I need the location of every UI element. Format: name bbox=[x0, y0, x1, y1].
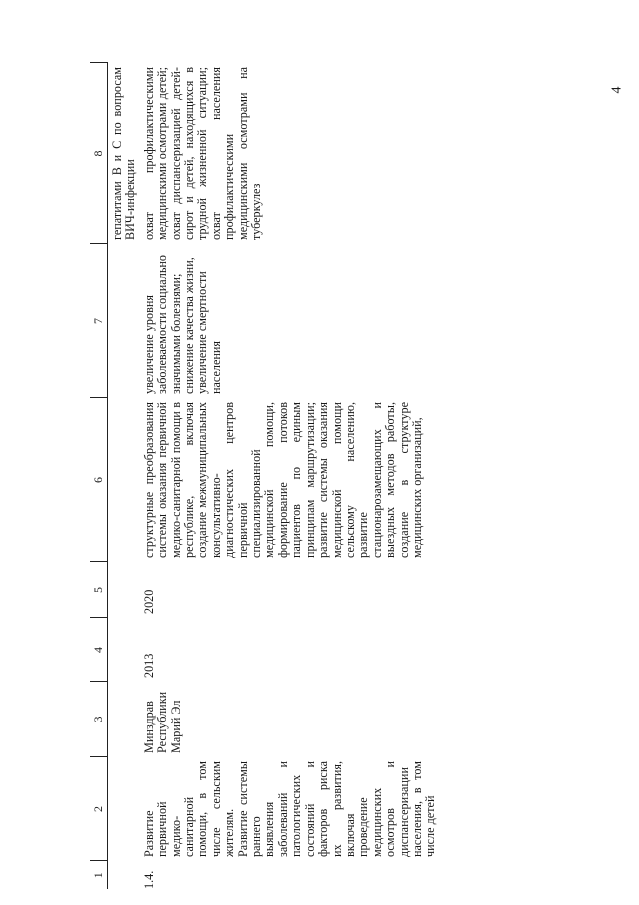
header-cell-8: 8 bbox=[90, 63, 108, 244]
header-row bbox=[90, 63, 108, 889]
measures-table bbox=[90, 63, 438, 890]
start-year-cell: 2013 bbox=[141, 653, 156, 678]
header-cell-4: 4 bbox=[90, 618, 108, 682]
continuation-row bbox=[108, 63, 141, 889]
consequence-cell: увеличение уровня заболеваемости социально значимыми болезнями; снижение качества жизни, увеличение смертности населения bbox=[141, 255, 223, 394]
row-number: 1.4. bbox=[141, 870, 156, 889]
header-cell-2: 2 bbox=[90, 757, 108, 861]
executor-cell: Минздрав Республики Марий Эл bbox=[141, 691, 183, 753]
continuation-text: гепатитами В и С по вопросам ВИЧ-инфекции bbox=[110, 67, 138, 240]
header-cell-6: 6 bbox=[90, 398, 108, 562]
page-number: 4 bbox=[609, 86, 625, 94]
header-cell-3: 3 bbox=[90, 682, 108, 757]
indicators-cell: охват профилактическими медицинскими осмотрами детей; охват диспансеризацией детей-сирот и детей, находящихся в трудной жизненной ситуации; охват населения профилактическими медицинскими осмотрами на туберкулез bbox=[141, 67, 264, 240]
header-cell-1: 1 bbox=[90, 861, 108, 889]
result-cell: структурные преобразования системы оказания первичной медико-санитарной помощи в республике, включая создание межмуниципальных консультативно-диагностических центров первичной специализированной медицинской помощи, формирование потоков пациентов по единым принципам маршрутизации; развитие системы оказания медицинской помощи сельскому населению, развитие стационарозамещающих и выездных методов работы, создание в структуре медицинских организаций, bbox=[141, 402, 424, 558]
header-cell-5: 5 bbox=[90, 562, 108, 618]
rotated-table-sheet bbox=[90, 0, 560, 889]
header-cell-7: 7 bbox=[90, 244, 108, 398]
event-cell: Развитие первичной медико-санитарной помощи, в том числе сельским жителям. Развитие системы раннего выявления заболеваний и патологических состояний и факторов риска их развития, включая проведение медицинских осмотров и диспансеризации населения, в том числе детей bbox=[141, 761, 438, 857]
end-year-cell: 2020 bbox=[141, 589, 156, 614]
table-row bbox=[141, 63, 438, 889]
